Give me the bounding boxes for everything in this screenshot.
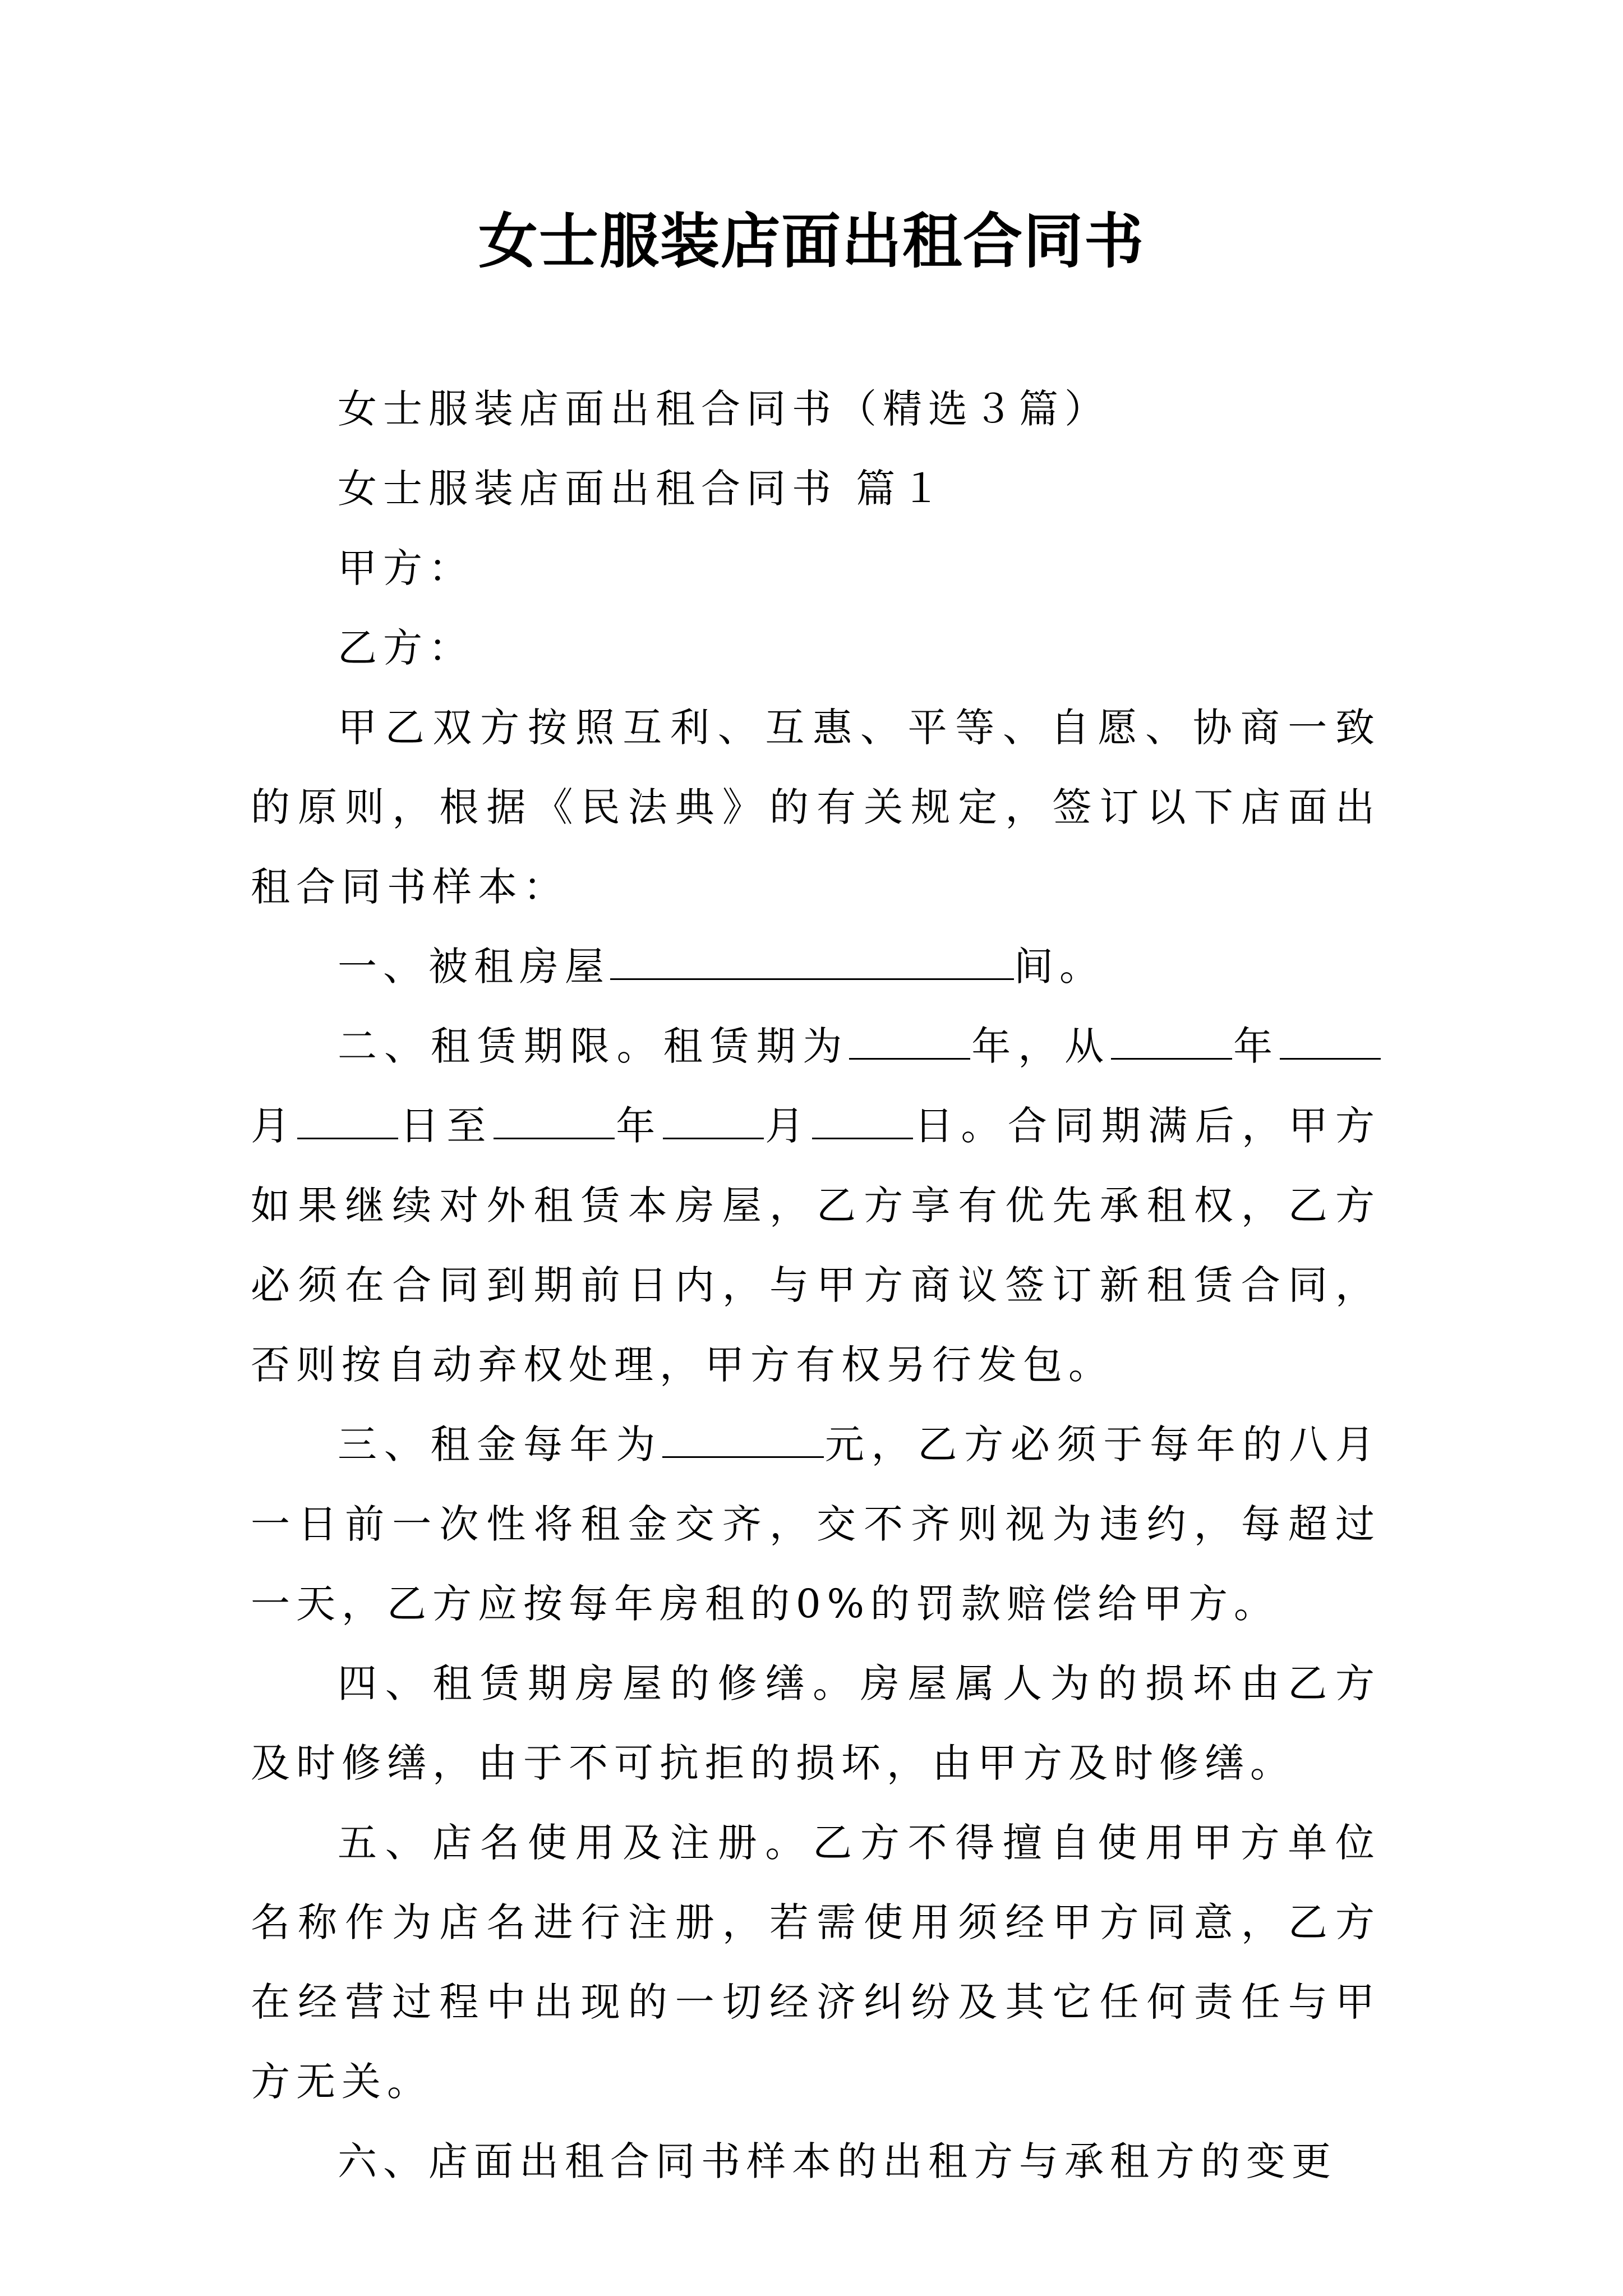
paragraph-text: 一、被租房屋	[338, 944, 610, 990]
paragraph-text: 年	[1232, 1023, 1280, 1069]
paragraph-text: 日。合同期满后，甲方如果继续对外租赁本房屋，乙方享有优先承租权，乙方必须在合同到期前日内，与甲方商议签订新租赁合同，否则按自动弃权处理，甲方有权另行发包。	[251, 1103, 1381, 1388]
paragraph-text: 女士服装店面出租合同书 篇１	[338, 466, 947, 512]
paragraph-text: 四、租赁期房屋的修缮。房屋属人为的损坏由乙方及时修缮，由于不可抗拒的损坏，由甲方及时修缮。	[251, 1660, 1381, 1786]
document-body	[251, 369, 1381, 2201]
paragraph-text: 日至	[398, 1103, 494, 1149]
paragraph-text: 六、店面出租合同书样本的出租方与承租方的变更	[338, 2138, 1337, 2184]
paragraph-text: 元，乙方必须于每年的八月一日前一次性将租金交齐，交不齐则视为违约，每超过一天，乙方应按每年房租的0%的罚款赔偿给甲方。	[251, 1421, 1381, 1627]
fill-in-blank	[1111, 1023, 1232, 1060]
fill-in-blank	[610, 944, 1014, 980]
fill-in-blank	[297, 1103, 398, 1139]
paragraph-text: 女士服装店面出租合同书（精选３篇）	[338, 386, 1110, 432]
paragraph-party-a	[251, 528, 1381, 608]
paragraph-subtitle	[251, 369, 1381, 449]
paragraph-clause-6	[251, 2122, 1381, 2201]
paragraph-text: 甲乙双方按照互利、互惠、平等、自愿、协商一致的原则，根据《民法典》的有关规定，签订以下店面出租合同书样本：	[251, 705, 1381, 910]
paragraph-part-heading	[251, 449, 1381, 528]
fill-in-blank	[849, 1023, 970, 1060]
paragraph-text: 间。	[1014, 944, 1105, 990]
paragraph-clause-5	[251, 1803, 1381, 2122]
paragraph-text: 年	[614, 1103, 663, 1149]
paragraph-text: 年，从	[970, 1023, 1112, 1069]
paragraph-clause-2	[251, 1006, 1381, 1405]
fill-in-blank	[494, 1103, 615, 1139]
document-title: 女士服装店面出租合同书	[478, 206, 1145, 276]
fill-in-blank	[662, 1421, 824, 1458]
paragraph-text: 月	[251, 1103, 298, 1149]
paragraph-text: 五、店名使用及注册。乙方不得擅自使用甲方单位名称作为店名进行注册，若需使用须经甲方同意，乙方在经营过程中出现的一切经济纠纷及其它任何责任与甲方无关。	[251, 1820, 1381, 2105]
paragraph-party-b	[251, 608, 1381, 688]
paragraph-preamble	[251, 688, 1381, 927]
paragraph-text: 月	[763, 1103, 812, 1149]
paragraph-clause-1	[251, 927, 1381, 1006]
paragraph-clause-4	[251, 1644, 1381, 1803]
paragraph-text: 乙方：	[338, 625, 474, 671]
paragraph-clause-3	[251, 1405, 1381, 1644]
paragraph-text: 三、租金每年为	[338, 1421, 663, 1467]
paragraph-text: 二、租赁期限。租赁期为	[338, 1023, 850, 1069]
fill-in-blank	[812, 1103, 913, 1139]
fill-in-blank	[663, 1103, 764, 1139]
fill-in-blank	[1280, 1023, 1381, 1060]
paragraph-text: 甲方：	[338, 545, 474, 591]
